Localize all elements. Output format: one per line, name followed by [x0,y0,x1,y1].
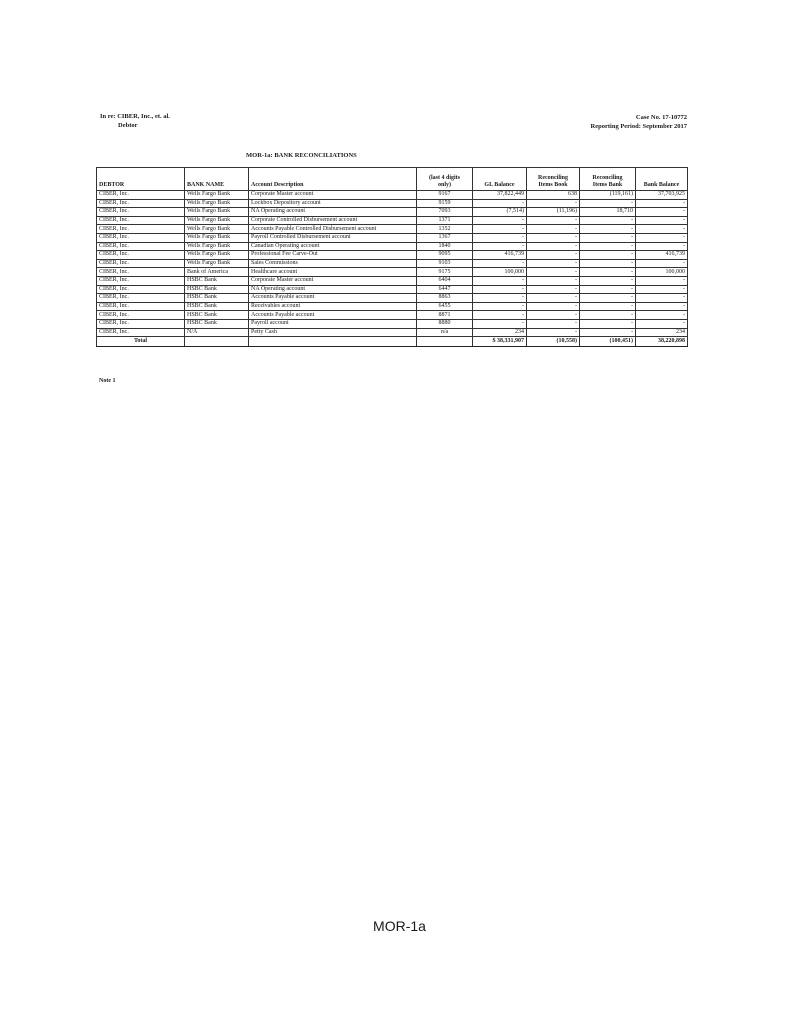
cell-reconciling-bank: - [580,199,636,208]
cell-last4: 6447 [417,285,473,294]
cell-account-description: Accounts Payable account [249,311,417,320]
cell-account-description: Healthcare account [249,268,417,277]
cell-last4: 9167 [417,191,473,200]
cell-reconciling-book: - [527,233,580,242]
cell-bank-name: Wells Fargo Bank [185,199,249,208]
cell-reconciling-book: - [527,276,580,285]
cell-account-description: Payroll Controlled Disbursement account [249,233,417,242]
case-number: Case No. 17-10772 [635,114,687,121]
cell-last4: 9175 [417,268,473,277]
cell-account-description: Corporate Master account [249,191,417,200]
cell-bank-name: Wells Fargo Bank [185,208,249,217]
cell-bank-name: N/A [185,328,249,337]
cell-reconciling-book: - [527,259,580,268]
cell-gl-balance: - [473,311,527,320]
cell-bank-balance: - [636,285,688,294]
cell-last4: 6455 [417,302,473,311]
cell-reconciling-bank: - [580,302,636,311]
case-caption [100,112,170,130]
cell-bank-name: HSBC Bank [185,319,249,328]
cell-bank-balance: - [636,276,688,285]
cell-reconciling-bank: - [580,319,636,328]
reporting-period: Reporting Period: September 2017 [590,123,687,130]
cell-gl-balance: - [473,225,527,234]
cell-reconciling-bank: - [580,242,636,251]
cell-bank-name: HSBC Bank [185,276,249,285]
cell-bank-balance: - [636,199,688,208]
cell-gl-balance: - [473,319,527,328]
cell-debtor: CIBER, Inc. [97,208,185,217]
cell-reconciling-book: - [527,302,580,311]
table-row [97,225,688,234]
cell-bank-name: HSBC Bank [185,285,249,294]
cell-last4: 9095 [417,251,473,260]
cell-last4: 1371 [417,216,473,225]
cell-bank-name: HSBC Bank [185,302,249,311]
cell-debtor: CIBER, Inc. [97,242,185,251]
cell-gl-balance: - [473,285,527,294]
total-reconciling-bank: (100,451) [580,337,636,347]
table-row [97,328,688,337]
cell-account-description: NA Operating account [249,208,417,217]
cell-reconciling-book: - [527,328,580,337]
cell-last4: 1840 [417,242,473,251]
cell-bank-balance: - [636,311,688,320]
cell-reconciling-book: - [527,199,580,208]
header-rec-book-line1: Reconciling [538,175,568,181]
cell-reconciling-bank: - [580,328,636,337]
cell-gl-balance: - [473,199,527,208]
cell-last4: 1367 [417,233,473,242]
cell-gl-balance: - [473,276,527,285]
cell-reconciling-bank: - [580,268,636,277]
cell-debtor: CIBER, Inc. [97,233,185,242]
cell-last4: n/a [417,328,473,337]
total-empty-last4 [417,337,473,347]
cell-gl-balance: 416,739 [473,251,527,260]
table-row [97,191,688,200]
cell-bank-balance: - [636,319,688,328]
page-footer: MOR-1a [373,918,426,934]
cell-account-description: NA Operating account [249,285,417,294]
cell-account-description: Sales Commissions [249,259,417,268]
cell-reconciling-book: - [527,242,580,251]
header-debtor: DEBTOR [97,168,185,191]
header-rec-book-line2: Items Book [538,182,568,188]
cell-gl-balance: (7,514) [473,208,527,217]
cell-last4: 1352 [417,225,473,234]
cell-gl-balance: - [473,242,527,251]
cell-bank-name: HSBC Bank [185,294,249,303]
cell-bank-name: Bank of America [185,268,249,277]
header-reconciling-bank [580,168,636,191]
table-row [97,251,688,260]
table-row [97,208,688,217]
cell-reconciling-bank: - [580,233,636,242]
cell-gl-balance: - [473,302,527,311]
total-row [97,337,688,347]
cell-account-description: Petty Cash [249,328,417,337]
table-row [97,233,688,242]
cell-reconciling-book: - [527,216,580,225]
cell-reconciling-book: - [527,251,580,260]
cell-bank-balance: 37,703,925 [636,191,688,200]
cell-account-description: Professional Fee Carve-Out [249,251,417,260]
table-row [97,199,688,208]
cell-reconciling-book: (11,196) [527,208,580,217]
cell-debtor: CIBER, Inc. [97,285,185,294]
cell-bank-balance: - [636,216,688,225]
cell-reconciling-bank: (119,161) [580,191,636,200]
cell-last4: 8871 [417,311,473,320]
cell-bank-name: Wells Fargo Bank [185,259,249,268]
cell-account-description: Receivables account [249,302,417,311]
case-info [591,113,687,131]
table-row [97,268,688,277]
table-row [97,311,688,320]
table-row [97,276,688,285]
cell-last4: 8880 [417,319,473,328]
table-row [97,242,688,251]
cell-debtor: CIBER, Inc. [97,328,185,337]
cell-last4: 6404 [417,276,473,285]
table-header-row [97,168,688,191]
table-row [97,285,688,294]
cell-reconciling-book: - [527,294,580,303]
cell-bank-name: Wells Fargo Bank [185,225,249,234]
cell-gl-balance: - [473,294,527,303]
note-label: Note 1 [99,378,116,384]
cell-last4: 7093 [417,208,473,217]
cell-gl-balance: 100,000 [473,268,527,277]
in-re-text: In re: CIBER, Inc., et. al. [100,113,170,120]
cell-reconciling-book: - [527,268,580,277]
cell-reconciling-book: - [527,285,580,294]
cell-last4: 9103 [417,259,473,268]
cell-account-description: Canadian Operating account [249,242,417,251]
cell-account-description: Accounts Payable Controlled Disbursement account [249,225,417,234]
cell-debtor: CIBER, Inc. [97,216,185,225]
cell-reconciling-book: - [527,225,580,234]
total-empty-bank [185,337,249,347]
header-last4 [417,168,473,191]
header-last4-line1: (last 4 digits [428,175,460,181]
header-account-description: Account Description [249,168,417,191]
header-rec-bank-line2: Items Bank [592,182,623,188]
cell-bank-balance: - [636,233,688,242]
header-last4-line2: only) [437,182,451,188]
cell-gl-balance: 234 [473,328,527,337]
cell-debtor: CIBER, Inc. [97,259,185,268]
cell-reconciling-bank: - [580,216,636,225]
cell-debtor: CIBER, Inc. [97,276,185,285]
cell-bank-balance: - [636,242,688,251]
page-title: MOR-1a: BANK RECONCILIATIONS [246,152,357,159]
cell-reconciling-book: - [527,319,580,328]
cell-account-description: Payroll account [249,319,417,328]
cell-debtor: CIBER, Inc. [97,268,185,277]
cell-bank-name: HSBC Bank [185,311,249,320]
cell-account-description: Corporate Controlled Disbursement account [249,216,417,225]
cell-gl-balance: - [473,233,527,242]
cell-reconciling-bank: - [580,259,636,268]
cell-bank-balance: - [636,294,688,303]
cell-bank-balance: - [636,259,688,268]
cell-reconciling-bank: 18,710 [580,208,636,217]
cell-bank-balance: 416,739 [636,251,688,260]
cell-reconciling-bank: - [580,311,636,320]
header-rec-bank-line1: Reconciling [592,175,623,181]
cell-bank-balance: 100,000 [636,268,688,277]
header-bank-balance: Bank Balance [636,168,688,191]
table-row [97,302,688,311]
cell-bank-balance: - [636,225,688,234]
cell-debtor: CIBER, Inc. [97,311,185,320]
cell-debtor: CIBER, Inc. [97,319,185,328]
cell-bank-name: Wells Fargo Bank [185,191,249,200]
table-row [97,259,688,268]
cell-gl-balance: - [473,259,527,268]
total-gl-balance: $ 38,331,907 [473,337,527,347]
cell-reconciling-bank: - [580,294,636,303]
cell-bank-name: Wells Fargo Bank [185,242,249,251]
cell-account-description: Lockbox Depository account [249,199,417,208]
cell-bank-balance: - [636,208,688,217]
cell-last4: 8863 [417,294,473,303]
cell-gl-balance: 37,822,449 [473,191,527,200]
header-bank-name: BANK NAME [185,168,249,191]
cell-bank-name: Wells Fargo Bank [185,251,249,260]
cell-bank-name: Wells Fargo Bank [185,233,249,242]
total-reconciling-book: (10,558) [527,337,580,347]
bank-reconciliation-table [96,167,688,347]
table-row [97,216,688,225]
cell-account-description: Corporate Master account [249,276,417,285]
cell-debtor: CIBER, Inc. [97,225,185,234]
total-empty-desc [249,337,417,347]
cell-reconciling-book: - [527,311,580,320]
cell-last4: 9159 [417,199,473,208]
total-label: Total [97,337,185,347]
cell-bank-balance: 234 [636,328,688,337]
cell-debtor: CIBER, Inc. [97,251,185,260]
cell-reconciling-bank: - [580,251,636,260]
cell-account-description: Accounts Payable account [249,294,417,303]
cell-bank-name: Wells Fargo Bank [185,216,249,225]
debtor-label: Debtor [118,122,138,129]
cell-reconciling-bank: - [580,225,636,234]
header-gl-balance: GL Balance [473,168,527,191]
table-row [97,319,688,328]
cell-reconciling-bank: - [580,285,636,294]
cell-bank-balance: - [636,302,688,311]
cell-gl-balance: - [473,216,527,225]
cell-reconciling-book: 638 [527,191,580,200]
cell-debtor: CIBER, Inc. [97,294,185,303]
cell-reconciling-bank: - [580,276,636,285]
cell-debtor: CIBER, Inc. [97,191,185,200]
table-row [97,294,688,303]
header-reconciling-book [527,168,580,191]
cell-debtor: CIBER, Inc. [97,199,185,208]
cell-debtor: CIBER, Inc. [97,302,185,311]
total-bank-balance: 38,220,898 [636,337,688,347]
